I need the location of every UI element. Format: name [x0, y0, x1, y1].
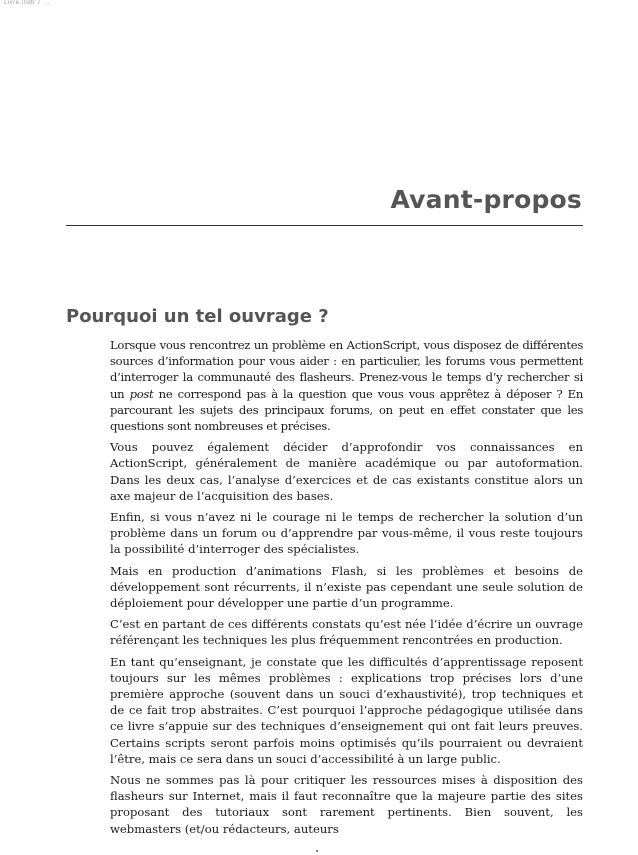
paragraph-5: C’est en partant de ces différents constats qu’est née l’idée d’écrire un ouvrage référençant les techniques les plus fréquemment rencontrées en production. — [110, 617, 583, 648]
paragraph-1-emphasis: post — [129, 386, 154, 401]
section-title: Pourquoi un tel ouvrage ? — [66, 306, 329, 327]
paragraph-1-part-1: Lorsque vous rencontrez un problème en ActionScript, vous disposez de différentes sources d’information pour vous aider : en particulier, les forums vous permettent d’interroger la communauté des flasheurs. Prenez-vous le temps d’y rechercher si un — [110, 338, 583, 401]
page-footer-mark — [316, 850, 318, 852]
paragraph-7: Nous ne sommes pas là pour critiquer les ressources mises à disposition des flasheurs sur Internet, mais il faut reconnaître que la majeure partie des sites proposant des tutoriaux sont rarement pertinents. Bien souvent, les webmasters (et/ou rédacteurs, auteurs — [110, 773, 583, 836]
print-mark: Livre.indb 7 ... — [4, 0, 50, 6]
paragraph-1 — [110, 337, 583, 434]
paragraph-3: Enfin, si vous n’avez ni le courage ni le temps de rechercher la solution d’un problème dans un forum ou d’apprendre par vous-même, il vous reste toujours la possibilité d’interroger des spécialistes. — [110, 510, 583, 557]
paragraph-6: En tant qu’enseignant, je constate que les difficultés d’apprentissage reposent toujours sur les mêmes problèmes : explications trop précises lors d’une première approche (souvent dans un souci d’exhaustivité), trop techniques et de ce fait trop abstraites. C’est pourquoi l’approche pédagogique utilisée dans ce livre s’appuie sur des techniques d’enseignement qui ont fait leurs preuves. Certains scripts seront parfois moins optimisés qu’ils pourraient ou devraient l’être, mais ce sera dans un souci d’accessibilité à un large public. — [110, 654, 583, 766]
paragraph-1-part-2: ne correspond pas à la question que vous vous apprêtez à déposer ? En parcourant les sujets des principaux forums, on peut en effet constater que les questions sont nombreuses et précises. — [110, 386, 583, 434]
chapter-title: Avant-propos — [390, 185, 582, 214]
paragraph-4: Mais en production d’animations Flash, si les problèmes et besoins de développement sont récurrents, il n’existe pas cependant une seule solution de déploiement pour développer une partie d’un programme. — [110, 563, 583, 611]
paragraph-2: Vous pouvez également décider d’approfondir vos connaissances en ActionScript, généralement de manière académique ou par autoformation. Dans les deux cas, l’analyse d’exercices et de cas existants constitue alors un axe majeur de l’acquisition des bases. — [110, 440, 583, 503]
body-text — [110, 337, 583, 842]
title-rule — [66, 225, 583, 226]
